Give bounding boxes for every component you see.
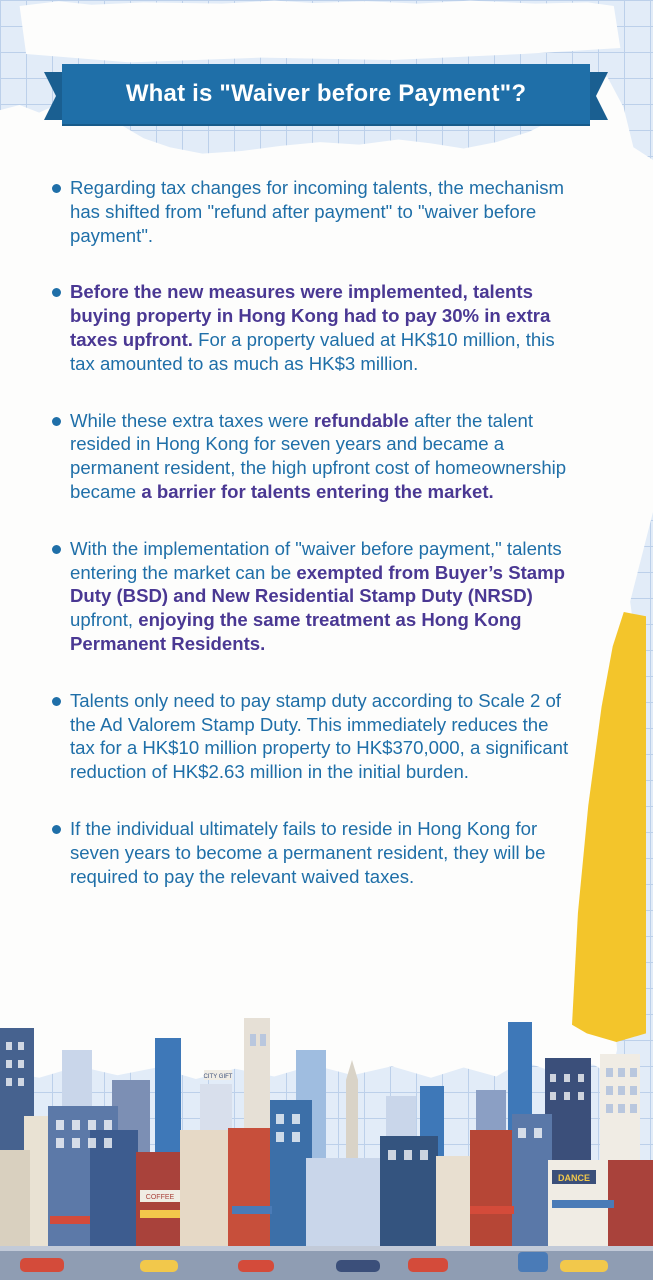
bullet-text: For a property valued at HK$10 million, this tax amounted to as much as HK$3 million. <box>70 328 555 374</box>
bullet-dot-icon <box>52 697 61 706</box>
cafe-sign: COFFEE <box>145 1194 175 1201</box>
title-ribbon <box>44 64 608 128</box>
bullet-text-emphasis: enjoying the same treatment as Hong Kong Permanent Residents. <box>70 609 522 654</box>
city-sign: CITY GIFT <box>203 1074 233 1080</box>
bullet-text: after the talent resided in Hong Kong for seven years and became a permanent resident, the high upfront cost of homeownership became <box>70 409 567 502</box>
city-skyline-illustration <box>0 1010 653 1280</box>
bullet-item <box>52 176 572 247</box>
bullet-dot-icon <box>52 288 61 297</box>
skyline-svg <box>0 1010 653 1280</box>
bullet-text: Talents only need to pay stamp duty according to Scale 2 of the Ad Valorem Stamp Duty. This immediately reduces the tax for a HK$10 million property to HK$370,000, a significant reduction of HK$2.63 million in the initial burden. <box>70 689 569 783</box>
bullet-item <box>52 689 572 784</box>
bullet-dot-icon <box>52 545 61 554</box>
bullet-text: Regarding tax changes for incoming talents, the mechanism has shifted from "refund after payment" to "waiver before payment". <box>70 177 565 246</box>
bullet-text: While these extra taxes were <box>70 409 314 431</box>
bullet-item <box>52 280 572 375</box>
bullet-item <box>52 537 572 656</box>
bullet-text: If the individual ultimately fails to reside in Hong Kong for seven years to become a permanent resident, they will be required to pay the relevant waived taxes. <box>70 817 546 887</box>
bullet-dot-icon <box>52 184 61 193</box>
bullet-dot-icon <box>52 825 61 834</box>
dance-sign: DANCE <box>557 1173 591 1183</box>
bullet-text: upfront, <box>70 609 139 631</box>
bullet-item <box>52 817 572 888</box>
street <box>0 1246 653 1280</box>
bullet-text-emphasis: exempted from Buyer’s Stamp Duty (BSD) and New Residential Stamp Duty (NRSD) <box>70 561 566 607</box>
bullet-text: With the implementation of "waiver before payment," talents entering the market can be <box>70 537 562 583</box>
sidewalk <box>0 1246 653 1251</box>
bullet-dot-icon <box>52 417 61 426</box>
bullet-list <box>52 176 572 921</box>
bullet-text-emphasis: Before the new measures were implemented, talents buying property in Hong Kong had to pay 30% in extra taxes upfront. <box>70 281 551 350</box>
title-banner <box>62 64 590 124</box>
bullet-text-emphasis: refundable <box>313 409 409 431</box>
page-title: What is "Waiver before Payment"? <box>125 80 527 107</box>
bullet-item <box>52 409 572 504</box>
bullet-text-emphasis: a barrier for talents entering the market. <box>141 480 494 502</box>
